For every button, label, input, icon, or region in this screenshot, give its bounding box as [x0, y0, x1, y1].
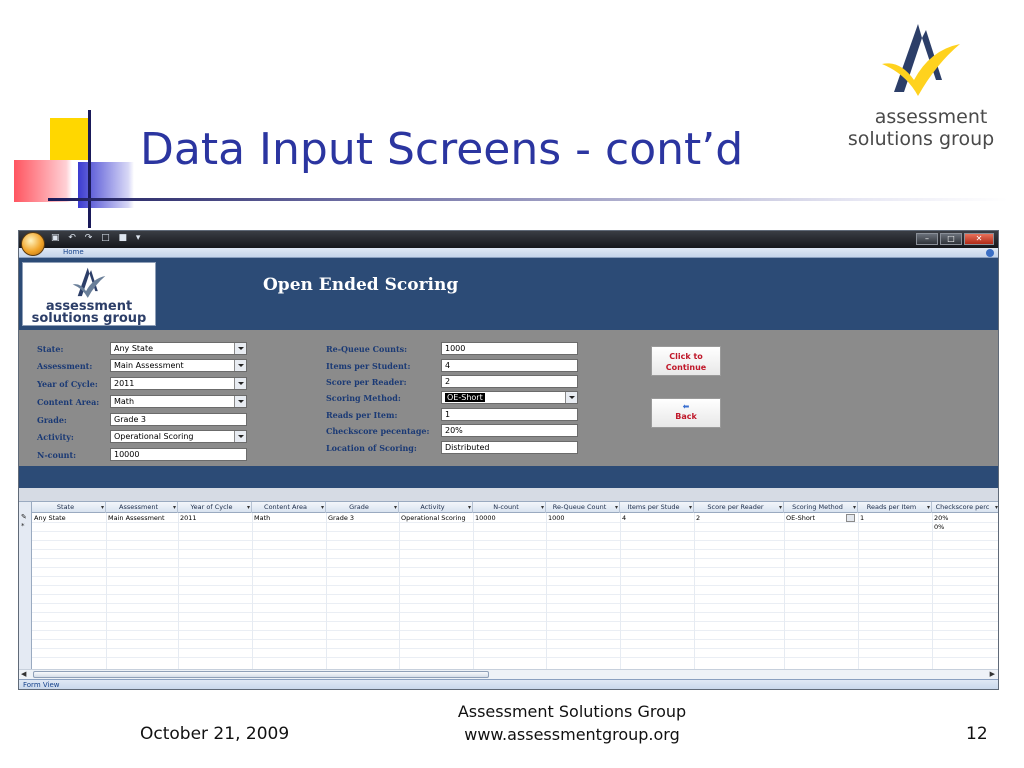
state-label: State: [37, 344, 64, 354]
back-arrow-icon: ⬅ [682, 402, 690, 411]
maximize-button[interactable]: □ [940, 233, 962, 245]
continue-button[interactable]: Click to Continue [651, 346, 721, 376]
office-button[interactable] [21, 232, 45, 256]
col-header-content-area[interactable]: Content Area ▾ [252, 502, 326, 513]
requeue-counts-label: Re-Queue Counts: [326, 344, 408, 354]
form-logo-mark-icon [69, 266, 109, 302]
horizontal-scrollbar[interactable] [19, 669, 998, 679]
cell-content-area[interactable]: Math [254, 514, 271, 522]
grid-line [252, 513, 253, 669]
col-header-activity[interactable]: Activity ▾ [399, 502, 473, 513]
col-header-assessment[interactable]: Assessment ▾ [106, 502, 178, 513]
grid-line [32, 594, 998, 595]
chevron-down-icon[interactable] [565, 392, 577, 403]
chevron-down-icon[interactable] [234, 378, 246, 389]
footer-org [372, 700, 772, 746]
items-per-student-field[interactable]: 4 [441, 359, 578, 372]
title-underline [48, 198, 1008, 201]
grade-label: Grade: [37, 415, 67, 425]
col-header-state[interactable]: State ▾ [32, 502, 106, 513]
state-combo[interactable]: Any State [110, 342, 247, 355]
content-area-label: Content Area: [37, 397, 100, 407]
content-area-combo[interactable]: Math [110, 395, 247, 408]
grid-line [32, 540, 998, 541]
grade-field[interactable]: Grade 3 [110, 413, 247, 426]
form-header [19, 258, 998, 330]
grid-line [32, 603, 998, 604]
cell-score-per-reader[interactable]: 2 [696, 514, 701, 522]
back-button[interactable] [651, 398, 721, 428]
cell-checkscore-new[interactable]: 0% [934, 523, 945, 531]
grid-line [694, 513, 695, 669]
close-button[interactable]: ✕ [964, 233, 994, 245]
reads-per-item-field[interactable]: 1 [441, 408, 578, 421]
items-per-student-label: Items per Student: [326, 361, 411, 371]
form-title: Open Ended Scoring [263, 275, 459, 295]
year-of-cycle-label: Year of Cycle: [37, 379, 98, 389]
location-of-scoring-label: Location of Scoring: [326, 443, 417, 453]
col-header-requeue-count[interactable]: Re-Queue Count ▾ [546, 502, 620, 513]
chevron-down-icon[interactable] [846, 514, 855, 522]
cell-items-per-student[interactable]: 4 [622, 514, 627, 522]
assessment-label: Assessment: [37, 361, 93, 371]
year-of-cycle-combo[interactable]: 2011 [110, 377, 247, 390]
brand-line1: assessment [874, 106, 988, 128]
grid-line [32, 621, 998, 622]
chevron-down-icon[interactable] [234, 360, 246, 371]
grid-line [32, 549, 998, 550]
grid-line [784, 513, 785, 669]
page-number: 12 [966, 724, 988, 744]
chevron-down-icon[interactable] [234, 431, 246, 442]
grid-line [473, 513, 474, 669]
tab-home[interactable]: Home [63, 248, 84, 256]
slide-title: Data Input Screens - cont’d [140, 124, 744, 175]
form-body [19, 330, 998, 466]
grid-line [32, 630, 998, 631]
grid-line [32, 567, 998, 568]
chevron-down-icon[interactable] [234, 343, 246, 354]
scroll-left-icon[interactable]: ◀ [21, 670, 27, 678]
activity-label: Activity: [37, 432, 74, 442]
form-logo-line2: solutions group [31, 311, 147, 326]
n-count-field[interactable]: 10000 [110, 448, 247, 461]
grid-line [932, 513, 933, 669]
grid-line [32, 657, 998, 658]
window-controls [916, 233, 994, 245]
grid-line [620, 513, 621, 669]
col-header-scoring-method[interactable]: Scoring Method ▾ [784, 502, 858, 513]
back-button-label: Back [675, 412, 697, 421]
grid-line [32, 639, 998, 640]
scoring-method-combo[interactable]: OE-Short [441, 391, 578, 404]
access-window [18, 230, 999, 690]
datasheet-header [19, 502, 998, 513]
cell-n-count[interactable]: 10000 [475, 514, 496, 522]
brand-mark-icon [878, 20, 964, 106]
cell-checkscore[interactable]: 20% [934, 514, 949, 522]
cell-state[interactable]: Any State [34, 514, 66, 522]
col-header-n-count[interactable]: N-count ▾ [473, 502, 546, 513]
form-logo-line1: assessment [45, 299, 133, 314]
grid-line [32, 531, 998, 532]
decor-blue-square [78, 162, 134, 208]
help-icon[interactable] [986, 249, 994, 257]
decor-red-square [14, 160, 72, 202]
cell-reads-per-item[interactable]: 1 [860, 514, 865, 522]
grid-line [399, 513, 400, 669]
footer-org-url[interactable]: www.assessmentgroup.org [464, 725, 680, 744]
assessment-combo[interactable]: Main Assessment [110, 359, 247, 372]
score-per-reader-label: Score per Reader: [326, 377, 407, 387]
decor-yellow-square [50, 118, 90, 160]
grid-line [178, 513, 179, 669]
grid-line [326, 513, 327, 669]
cell-activity[interactable]: Operational Scoring [401, 514, 466, 522]
chevron-down-icon[interactable] [234, 396, 246, 407]
scroll-right-icon[interactable]: ▶ [989, 670, 995, 678]
col-header-checkscore[interactable]: Checkscore perc ▾ [932, 502, 998, 513]
checkscore-percentage-label: Checkscore pecentage: [326, 426, 430, 436]
decor-vertical-line [88, 110, 91, 228]
brand-line2: solutions group [847, 128, 995, 150]
grid-line [32, 585, 998, 586]
minimize-button[interactable]: – [916, 233, 938, 245]
scoring-method-label: Scoring Method: [326, 393, 401, 403]
reads-per-item-label: Reads per Item: [326, 410, 398, 420]
col-header-year-of-cycle[interactable]: Year of Cycle ▾ [178, 502, 252, 513]
cell-grade[interactable]: Grade 3 [328, 514, 355, 522]
status-text: Form View [23, 681, 60, 689]
edit-record-icon: ✎ [21, 513, 27, 521]
grid-line [32, 522, 998, 523]
cell-assessment[interactable]: Main Assessment [108, 514, 165, 522]
ribbon [19, 248, 998, 258]
grid-line [32, 558, 998, 559]
col-header-grade[interactable]: Grade ▾ [326, 502, 399, 513]
cell-requeue-count[interactable]: 1000 [548, 514, 565, 522]
grid-line [858, 513, 859, 669]
quick-access-toolbar[interactable]: ▣ ↶ ↷ □ ■ ▾ [51, 233, 144, 243]
cell-year-of-cycle[interactable]: 2011 [180, 514, 197, 522]
grid-line [546, 513, 547, 669]
col-header-score-per-reader[interactable]: Score per Reader ▾ [694, 502, 784, 513]
brand-logo [836, 20, 1006, 150]
requeue-counts-field[interactable]: 1000 [441, 342, 578, 355]
grid-line [32, 612, 998, 613]
location-of-scoring-field[interactable]: Distributed [441, 441, 578, 454]
col-header-items-per-student[interactable]: Items per Stude ▾ [620, 502, 694, 513]
grid-line [106, 513, 107, 669]
activity-combo[interactable]: Operational Scoring [110, 430, 247, 443]
status-bar [19, 679, 998, 690]
grid-line [32, 648, 998, 649]
cell-scoring-method[interactable]: OE-Short [786, 514, 816, 522]
col-header-reads-per-item[interactable]: Reads per Item ▾ [858, 502, 932, 513]
form-logo [22, 262, 156, 326]
datasheet [19, 501, 998, 669]
footer-org-name: Assessment Solutions Group [457, 702, 687, 721]
grid-line [32, 576, 998, 577]
window-titlebar [19, 231, 998, 248]
new-record-icon: * [21, 522, 25, 530]
n-count-label: N-count: [37, 450, 77, 460]
footer-date: October 21, 2009 [140, 724, 290, 744]
form-footer-band [19, 466, 998, 488]
checkscore-percentage-field[interactable]: 20% [441, 424, 578, 437]
scrollbar-thumb[interactable] [33, 671, 489, 678]
score-per-reader-field[interactable]: 2 [441, 375, 578, 388]
